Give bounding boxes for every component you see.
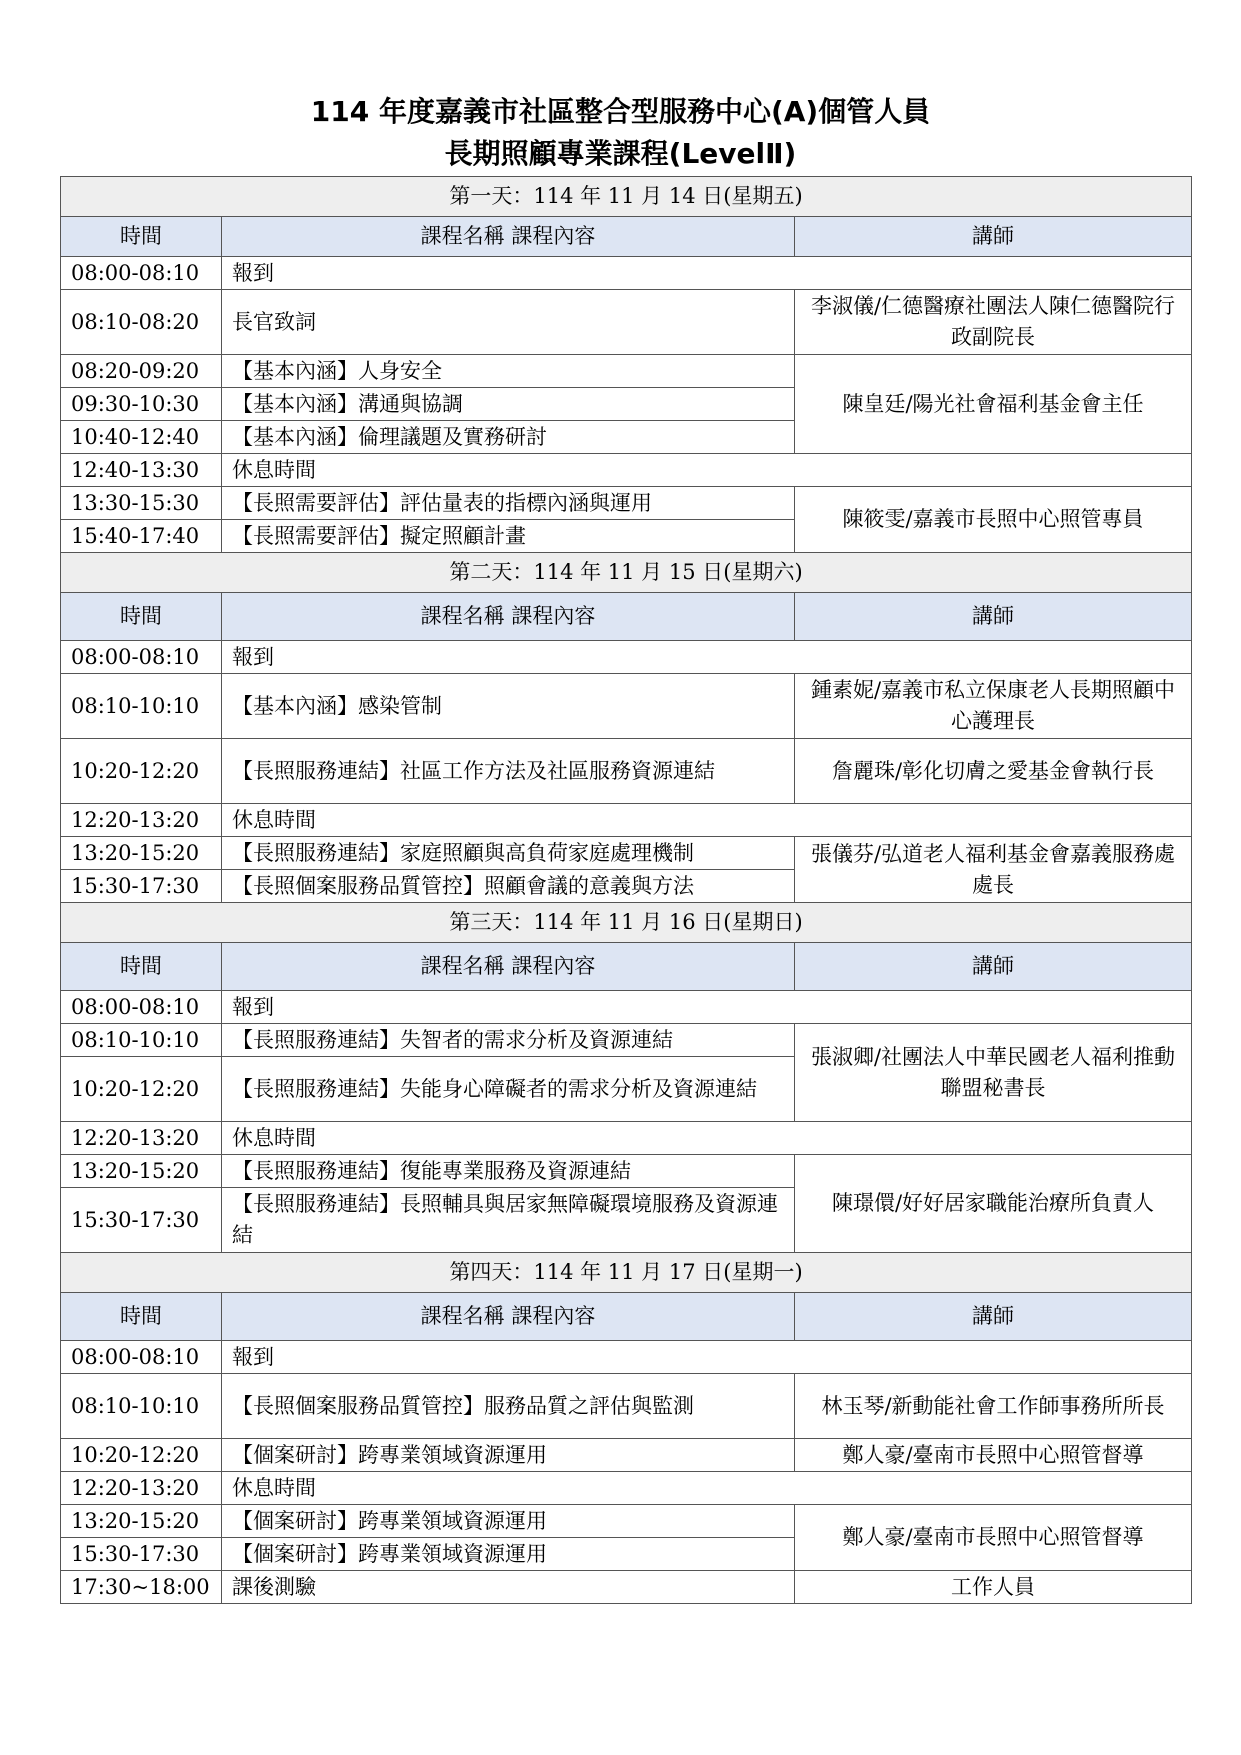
session-course: 【長照服務連結】長照輔具與居家無障礙環境服務及資源連結 xyxy=(222,1188,795,1253)
session-lecturer: 鍾素妮/嘉義市私立保康老人長期照顧中心護理長 xyxy=(795,674,1192,739)
session-course: 【長照服務連結】復能專業服務及資源連結 xyxy=(222,1155,795,1188)
header-lecturer: 講師 xyxy=(795,217,1192,257)
session-time: 09:30-10:30 xyxy=(61,388,222,421)
session-time: 08:10-08:20 xyxy=(61,290,222,355)
session-course: 【長照個案服務品質管控】照顧會議的意義與方法 xyxy=(222,870,795,903)
table-row xyxy=(61,674,1192,739)
header-time: 時間 xyxy=(61,943,222,991)
session-course: 【基本內涵】倫理議題及實務研討 xyxy=(222,421,795,454)
session-time: 10:20-12:20 xyxy=(61,739,222,804)
session-time: 15:30-17:30 xyxy=(61,870,222,903)
session-time: 08:10-10:10 xyxy=(61,1374,222,1439)
day-header xyxy=(61,177,1192,217)
column-header-row xyxy=(61,217,1192,257)
session-time: 15:40-17:40 xyxy=(61,520,222,553)
table-row xyxy=(61,1472,1192,1505)
session-time: 08:00-08:10 xyxy=(61,257,222,290)
document-title: 114 年度嘉義市社區整合型服務中心(A)個管人員 xyxy=(310,95,931,128)
column-header-row xyxy=(61,943,1192,991)
day-label: 第一天：114 年 11 月 14 日(星期五) xyxy=(61,177,1192,217)
table-row xyxy=(61,454,1192,487)
session-course: 休息時間 xyxy=(222,454,1192,487)
table-row xyxy=(61,290,1192,355)
table-row xyxy=(61,804,1192,837)
table-row xyxy=(61,1439,1192,1472)
header-lecturer: 講師 xyxy=(795,593,1192,641)
session-course: 【長照需要評估】擬定照顧計畫 xyxy=(222,520,795,553)
session-course: 休息時間 xyxy=(222,1472,1192,1505)
column-header-row xyxy=(61,593,1192,641)
header-time: 時間 xyxy=(61,217,222,257)
session-time: 08:10-10:10 xyxy=(61,674,222,739)
session-time: 08:00-08:10 xyxy=(61,1341,222,1374)
session-time: 17:30~18:00 xyxy=(61,1571,222,1604)
session-course: 【個案研討】跨專業領域資源運用 xyxy=(222,1538,795,1571)
session-time: 12:20-13:20 xyxy=(61,804,222,837)
schedule-table xyxy=(60,176,1192,1604)
header-lecturer: 講師 xyxy=(795,943,1192,991)
session-course: 【長照服務連結】失能身心障礙者的需求分析及資源連結 xyxy=(222,1057,795,1122)
table-row xyxy=(61,991,1192,1024)
session-course: 【基本內涵】人身安全 xyxy=(222,355,795,388)
session-course: 【個案研討】跨專業領域資源運用 xyxy=(222,1439,795,1472)
session-lecturer: 陳筱雯/嘉義市長照中心照管專員 xyxy=(795,487,1192,553)
session-course: 【長照服務連結】失智者的需求分析及資源連結 xyxy=(222,1024,795,1057)
header-time: 時間 xyxy=(61,593,222,641)
session-time: 15:30-17:30 xyxy=(61,1538,222,1571)
session-time: 12:20-13:20 xyxy=(61,1122,222,1155)
table-row xyxy=(61,1571,1192,1604)
day-label: 第二天：114 年 11 月 15 日(星期六) xyxy=(61,553,1192,593)
table-row xyxy=(61,641,1192,674)
session-time: 08:20-09:20 xyxy=(61,355,222,388)
day-header xyxy=(61,903,1192,943)
session-time: 12:40-13:30 xyxy=(61,454,222,487)
header-course: 課程名稱 課程內容 xyxy=(222,217,795,257)
session-time: 13:20-15:20 xyxy=(61,837,222,870)
session-course: 【長照服務連結】社區工作方法及社區服務資源連結 xyxy=(222,739,795,804)
session-course: 報到 xyxy=(222,641,1192,674)
table-row xyxy=(61,355,1192,388)
session-course: 【長照個案服務品質管控】服務品質之評估與監測 xyxy=(222,1374,795,1439)
session-time: 12:20-13:20 xyxy=(61,1472,222,1505)
session-lecturer: 詹麗珠/彰化切膚之愛基金會執行長 xyxy=(795,739,1192,804)
header-course: 課程名稱 課程內容 xyxy=(222,943,795,991)
session-time: 08:10-10:10 xyxy=(61,1024,222,1057)
document-subtitle: 長期照顧專業課程(LevelⅡ) xyxy=(444,137,797,170)
session-course: 【基本內涵】感染管制 xyxy=(222,674,795,739)
session-lecturer: 陳璟儇/好好居家職能治療所負責人 xyxy=(795,1155,1192,1253)
session-lecturer: 陳皇廷/陽光社會福利基金會主任 xyxy=(795,355,1192,454)
day-header xyxy=(61,1253,1192,1293)
session-lecturer: 工作人員 xyxy=(795,1571,1192,1604)
header-course: 課程名稱 課程內容 xyxy=(222,1293,795,1341)
table-row xyxy=(61,1024,1192,1057)
day-label: 第四天：114 年 11 月 17 日(星期一) xyxy=(61,1253,1192,1293)
header-course: 課程名稱 課程內容 xyxy=(222,593,795,641)
session-course: 休息時間 xyxy=(222,804,1192,837)
table-row xyxy=(61,1505,1192,1538)
session-lecturer: 鄭人豪/臺南市長照中心照管督導 xyxy=(795,1439,1192,1472)
session-course: 【長照需要評估】評估量表的指標內涵與運用 xyxy=(222,487,795,520)
session-course: 報到 xyxy=(222,991,1192,1024)
table-row xyxy=(61,487,1192,520)
session-lecturer: 鄭人豪/臺南市長照中心照管督導 xyxy=(795,1505,1192,1571)
session-time: 13:20-15:20 xyxy=(61,1505,222,1538)
session-time: 10:20-12:20 xyxy=(61,1057,222,1122)
session-time: 08:00-08:10 xyxy=(61,641,222,674)
session-lecturer: 張淑卿/社團法人中華民國老人福利推動聯盟秘書長 xyxy=(795,1024,1192,1122)
header-time: 時間 xyxy=(61,1293,222,1341)
session-course: 課後測驗 xyxy=(222,1571,795,1604)
session-time: 15:30-17:30 xyxy=(61,1188,222,1253)
session-time: 08:00-08:10 xyxy=(61,991,222,1024)
header-lecturer: 講師 xyxy=(795,1293,1192,1341)
table-row xyxy=(61,739,1192,804)
session-course: 【個案研討】跨專業領域資源運用 xyxy=(222,1505,795,1538)
table-row xyxy=(61,1341,1192,1374)
table-row xyxy=(61,1155,1192,1188)
column-header-row xyxy=(61,1293,1192,1341)
session-time: 10:20-12:20 xyxy=(61,1439,222,1472)
session-course: 休息時間 xyxy=(222,1122,1192,1155)
session-course: 報到 xyxy=(222,257,1192,290)
table-row xyxy=(61,1122,1192,1155)
session-time: 10:40-12:40 xyxy=(61,421,222,454)
session-lecturer: 李淑儀/仁德醫療社團法人陳仁德醫院行政副院長 xyxy=(795,290,1192,355)
day-header xyxy=(61,553,1192,593)
session-lecturer: 張儀芬/弘道老人福利基金會嘉義服務處處長 xyxy=(795,837,1192,903)
session-lecturer: 林玉琴/新動能社會工作師事務所所長 xyxy=(795,1374,1192,1439)
session-course: 長官致詞 xyxy=(222,290,795,355)
table-row xyxy=(61,1374,1192,1439)
session-time: 13:30-15:30 xyxy=(61,487,222,520)
table-row xyxy=(61,257,1192,290)
day-label: 第三天：114 年 11 月 16 日(星期日) xyxy=(61,903,1192,943)
session-course: 【基本內涵】溝通與協調 xyxy=(222,388,795,421)
session-course: 報到 xyxy=(222,1341,1192,1374)
session-course: 【長照服務連結】家庭照顧與高負荷家庭處理機制 xyxy=(222,837,795,870)
table-row xyxy=(61,837,1192,870)
session-time: 13:20-15:20 xyxy=(61,1155,222,1188)
